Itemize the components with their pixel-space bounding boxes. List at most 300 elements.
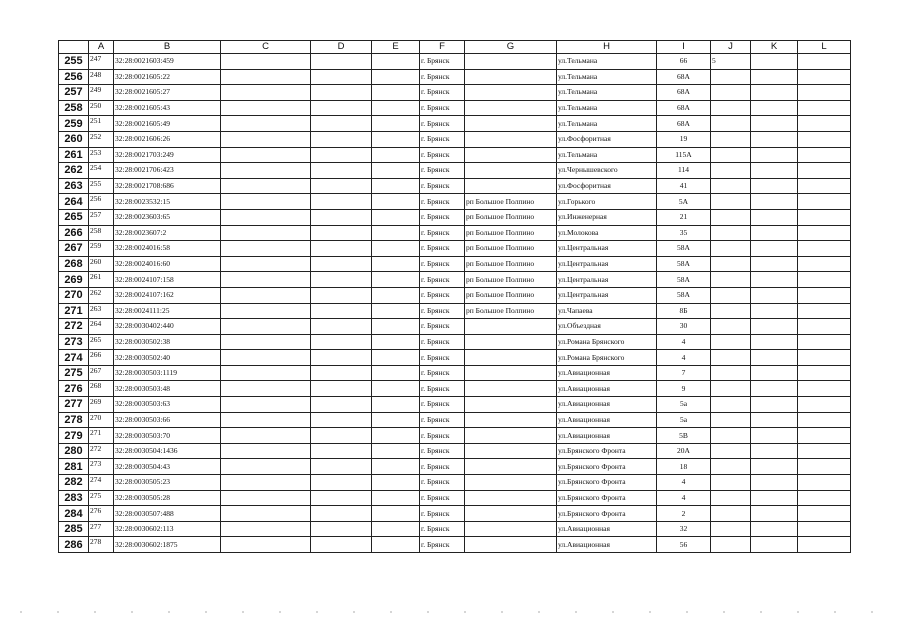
table-row	[59, 412, 851, 428]
cell-k	[751, 100, 798, 116]
cell-e	[372, 412, 420, 428]
table-row	[59, 319, 851, 335]
row-number-cell: 276	[59, 381, 89, 397]
cell-f: г. Брянск	[420, 287, 465, 303]
cell-g	[465, 334, 557, 350]
cell-k	[751, 490, 798, 506]
cell-h: ул.Авиационная	[557, 412, 657, 428]
cell-l	[798, 178, 851, 194]
cell-l	[798, 365, 851, 381]
cell-h: ул.Тельмана	[557, 85, 657, 101]
cell-d	[311, 116, 372, 132]
cell-h: ул.Авиационная	[557, 381, 657, 397]
cell-a: 249	[89, 85, 114, 101]
cell-a: 271	[89, 428, 114, 444]
cell-g	[465, 459, 557, 475]
cell-c	[221, 287, 311, 303]
cell-j	[711, 412, 751, 428]
row-number-cell: 274	[59, 350, 89, 366]
cell-f: г. Брянск	[420, 241, 465, 257]
cell-j	[711, 334, 751, 350]
cell-h: ул.Фосфоритная	[557, 131, 657, 147]
cell-h: ул.Фосфоритная	[557, 178, 657, 194]
cell-c	[221, 365, 311, 381]
row-number-cell: 266	[59, 225, 89, 241]
cell-f: г. Брянск	[420, 116, 465, 132]
cell-c	[221, 459, 311, 475]
cell-g	[465, 428, 557, 444]
cell-b: 32:28:0021603:459	[114, 54, 221, 70]
cell-d	[311, 443, 372, 459]
cell-l	[798, 163, 851, 179]
table-row	[59, 350, 851, 366]
table-row	[59, 381, 851, 397]
cell-c	[221, 54, 311, 70]
cell-c	[221, 475, 311, 491]
cell-b: 32:28:0021606:26	[114, 131, 221, 147]
column-header-a: A	[89, 41, 114, 54]
cell-j	[711, 475, 751, 491]
cell-a: 248	[89, 69, 114, 85]
cell-a: 276	[89, 506, 114, 522]
column-header-c: C	[221, 41, 311, 54]
cell-g	[465, 506, 557, 522]
cell-f: г. Брянск	[420, 209, 465, 225]
cell-d	[311, 178, 372, 194]
cell-e	[372, 334, 420, 350]
cell-e	[372, 100, 420, 116]
cell-c	[221, 334, 311, 350]
cell-g: рп Большое Полпино	[465, 272, 557, 288]
table-row	[59, 241, 851, 257]
cell-k	[751, 459, 798, 475]
cell-b: 32:28:0021708:686	[114, 178, 221, 194]
cell-i: 68А	[657, 116, 711, 132]
cell-i: 21	[657, 209, 711, 225]
cell-a: 269	[89, 397, 114, 413]
cell-a: 247	[89, 54, 114, 70]
cell-e	[372, 194, 420, 210]
cell-c	[221, 490, 311, 506]
row-number-cell: 260	[59, 131, 89, 147]
table-row	[59, 209, 851, 225]
cell-b: 32:28:0030503:70	[114, 428, 221, 444]
cell-g: рп Большое Полпино	[465, 241, 557, 257]
row-number-cell: 275	[59, 365, 89, 381]
cell-i: 41	[657, 178, 711, 194]
cell-a: 254	[89, 163, 114, 179]
cell-d	[311, 521, 372, 537]
column-header-d: D	[311, 41, 372, 54]
row-number-cell: 268	[59, 256, 89, 272]
cell-i: 5А	[657, 194, 711, 210]
table-row	[59, 116, 851, 132]
cell-h: ул.Чернышевского	[557, 163, 657, 179]
row-number-cell: 267	[59, 241, 89, 257]
cell-h: ул.Авиационная	[557, 397, 657, 413]
cell-i: 4	[657, 490, 711, 506]
cell-j	[711, 178, 751, 194]
cell-c	[221, 506, 311, 522]
row-number-cell: 264	[59, 194, 89, 210]
cell-e	[372, 147, 420, 163]
cell-d	[311, 365, 372, 381]
cell-k	[751, 365, 798, 381]
cell-k	[751, 287, 798, 303]
cell-c	[221, 256, 311, 272]
cell-l	[798, 69, 851, 85]
cell-h: ул.Брянского Фронта	[557, 459, 657, 475]
row-number-cell: 257	[59, 85, 89, 101]
table-row	[59, 194, 851, 210]
cell-d	[311, 319, 372, 335]
table-row	[59, 303, 851, 319]
cell-l	[798, 350, 851, 366]
cell-l	[798, 506, 851, 522]
cell-k	[751, 428, 798, 444]
cell-j	[711, 163, 751, 179]
table-body	[59, 54, 851, 553]
cell-d	[311, 209, 372, 225]
cell-j	[711, 459, 751, 475]
cell-f: г. Брянск	[420, 521, 465, 537]
cell-i: 68А	[657, 69, 711, 85]
cell-i: 115А	[657, 147, 711, 163]
column-header-j: J	[711, 41, 751, 54]
table-row	[59, 272, 851, 288]
cell-c	[221, 241, 311, 257]
row-number-cell: 280	[59, 443, 89, 459]
cell-l	[798, 209, 851, 225]
cell-a: 268	[89, 381, 114, 397]
cell-k	[751, 537, 798, 553]
cell-d	[311, 194, 372, 210]
row-number-cell: 259	[59, 116, 89, 132]
cell-j	[711, 256, 751, 272]
cell-a: 259	[89, 241, 114, 257]
cell-d	[311, 475, 372, 491]
cell-l	[798, 241, 851, 257]
cell-h: ул.Чапаева	[557, 303, 657, 319]
cell-b: 32:28:0024107:162	[114, 287, 221, 303]
row-number-cell: 277	[59, 397, 89, 413]
cell-e	[372, 381, 420, 397]
cell-j: 5	[711, 54, 751, 70]
cell-d	[311, 334, 372, 350]
cell-f: г. Брянск	[420, 443, 465, 459]
cell-c	[221, 131, 311, 147]
table-row	[59, 100, 851, 116]
cell-c	[221, 428, 311, 444]
cell-k	[751, 225, 798, 241]
cell-j	[711, 506, 751, 522]
cell-g	[465, 397, 557, 413]
cell-j	[711, 428, 751, 444]
cell-b: 32:28:0030504:1436	[114, 443, 221, 459]
table-row	[59, 131, 851, 147]
cell-l	[798, 428, 851, 444]
cell-e	[372, 506, 420, 522]
cell-j	[711, 521, 751, 537]
cell-e	[372, 428, 420, 444]
cell-g: рп Большое Полпино	[465, 256, 557, 272]
column-header-g: G	[465, 41, 557, 54]
row-number-cell: 271	[59, 303, 89, 319]
cell-l	[798, 303, 851, 319]
cell-g	[465, 100, 557, 116]
cell-c	[221, 85, 311, 101]
cell-l	[798, 381, 851, 397]
cell-a: 255	[89, 178, 114, 194]
cell-l	[798, 85, 851, 101]
cell-e	[372, 397, 420, 413]
table-row	[59, 256, 851, 272]
cell-g	[465, 319, 557, 335]
column-header-l: L	[798, 41, 851, 54]
table-row	[59, 334, 851, 350]
cell-l	[798, 131, 851, 147]
cell-k	[751, 163, 798, 179]
cell-b: 32:28:0030505:23	[114, 475, 221, 491]
row-number-cell: 286	[59, 537, 89, 553]
cell-b: 32:28:0024016:58	[114, 241, 221, 257]
cell-c	[221, 209, 311, 225]
cell-j	[711, 225, 751, 241]
column-header-k: K	[751, 41, 798, 54]
cell-k	[751, 54, 798, 70]
cell-g	[465, 381, 557, 397]
cell-f: г. Брянск	[420, 85, 465, 101]
cell-g	[465, 537, 557, 553]
cell-j	[711, 241, 751, 257]
cell-a: 266	[89, 350, 114, 366]
cell-h: ул.Авиационная	[557, 365, 657, 381]
cell-j	[711, 350, 751, 366]
cell-c	[221, 381, 311, 397]
row-number-cell: 285	[59, 521, 89, 537]
cell-c	[221, 225, 311, 241]
cell-b: 32:28:0030602:1875	[114, 537, 221, 553]
row-number-cell: 282	[59, 475, 89, 491]
cell-d	[311, 506, 372, 522]
cell-f: г. Брянск	[420, 350, 465, 366]
cell-j	[711, 69, 751, 85]
cell-f: г. Брянск	[420, 428, 465, 444]
cell-e	[372, 178, 420, 194]
cell-j	[711, 147, 751, 163]
cell-b: 32:28:0030503:48	[114, 381, 221, 397]
table-row	[59, 147, 851, 163]
cell-a: 265	[89, 334, 114, 350]
cell-k	[751, 256, 798, 272]
table-row	[59, 69, 851, 85]
column-header-h: H	[557, 41, 657, 54]
cell-a: 257	[89, 209, 114, 225]
cell-c	[221, 443, 311, 459]
cell-k	[751, 397, 798, 413]
cell-b: 32:28:0030602:113	[114, 521, 221, 537]
row-number-cell: 281	[59, 459, 89, 475]
cell-b: 32:28:0021605:49	[114, 116, 221, 132]
cell-f: г. Брянск	[420, 131, 465, 147]
cell-c	[221, 397, 311, 413]
cell-d	[311, 100, 372, 116]
cell-i: 4	[657, 350, 711, 366]
cell-b: 32:28:0021605:43	[114, 100, 221, 116]
cell-i: 58А	[657, 241, 711, 257]
cell-d	[311, 397, 372, 413]
cell-l	[798, 537, 851, 553]
cell-g	[465, 350, 557, 366]
cell-i: 5а	[657, 412, 711, 428]
row-number-cell: 256	[59, 69, 89, 85]
column-header-e: E	[372, 41, 420, 54]
cell-j	[711, 381, 751, 397]
cell-f: г. Брянск	[420, 334, 465, 350]
cell-e	[372, 350, 420, 366]
cell-d	[311, 272, 372, 288]
cell-g	[465, 69, 557, 85]
cell-l	[798, 459, 851, 475]
cell-c	[221, 116, 311, 132]
row-number-cell: 255	[59, 54, 89, 70]
cell-g: рп Большое Полпино	[465, 287, 557, 303]
cell-b: 32:28:0021605:27	[114, 85, 221, 101]
table-row	[59, 225, 851, 241]
cell-l	[798, 319, 851, 335]
cell-j	[711, 194, 751, 210]
cell-h: ул.Инженерная	[557, 209, 657, 225]
cell-k	[751, 521, 798, 537]
cell-c	[221, 100, 311, 116]
cell-g: рп Большое Полпино	[465, 303, 557, 319]
cell-a: 252	[89, 131, 114, 147]
cell-f: г. Брянск	[420, 225, 465, 241]
cell-c	[221, 319, 311, 335]
table-row	[59, 287, 851, 303]
row-number-cell: 265	[59, 209, 89, 225]
cell-a: 251	[89, 116, 114, 132]
cell-e	[372, 54, 420, 70]
table-row	[59, 365, 851, 381]
cell-k	[751, 178, 798, 194]
cell-f: г. Брянск	[420, 69, 465, 85]
cell-k	[751, 241, 798, 257]
cell-a: 258	[89, 225, 114, 241]
cell-l	[798, 100, 851, 116]
table-row	[59, 178, 851, 194]
cell-c	[221, 163, 311, 179]
cell-i: 4	[657, 334, 711, 350]
cell-a: 264	[89, 319, 114, 335]
cell-a: 270	[89, 412, 114, 428]
cell-e	[372, 209, 420, 225]
cell-j	[711, 116, 751, 132]
cell-i: 58А	[657, 287, 711, 303]
cell-g: рп Большое Полпино	[465, 209, 557, 225]
cell-e	[372, 272, 420, 288]
cell-a: 273	[89, 459, 114, 475]
cell-d	[311, 428, 372, 444]
cell-f: г. Брянск	[420, 163, 465, 179]
cell-l	[798, 54, 851, 70]
cell-b: 32:28:0030502:38	[114, 334, 221, 350]
cell-a: 274	[89, 475, 114, 491]
cell-h: ул.Романа Брянского	[557, 350, 657, 366]
cell-i: 18	[657, 459, 711, 475]
cell-f: г. Брянск	[420, 147, 465, 163]
cell-e	[372, 69, 420, 85]
cell-i: 5В	[657, 428, 711, 444]
cell-a: 250	[89, 100, 114, 116]
cell-a: 263	[89, 303, 114, 319]
cell-j	[711, 443, 751, 459]
cell-l	[798, 116, 851, 132]
cell-k	[751, 319, 798, 335]
cell-f: г. Брянск	[420, 319, 465, 335]
cell-l	[798, 272, 851, 288]
cell-i: 19	[657, 131, 711, 147]
cell-f: г. Брянск	[420, 459, 465, 475]
cell-a: 256	[89, 194, 114, 210]
cell-a: 267	[89, 365, 114, 381]
cell-d	[311, 490, 372, 506]
cell-h: ул.Тельмана	[557, 69, 657, 85]
cell-a: 253	[89, 147, 114, 163]
cell-j	[711, 272, 751, 288]
table-row	[59, 459, 851, 475]
cell-l	[798, 397, 851, 413]
cell-k	[751, 381, 798, 397]
cell-j	[711, 303, 751, 319]
cell-l	[798, 443, 851, 459]
cell-e	[372, 131, 420, 147]
cell-b: 32:28:0023607:2	[114, 225, 221, 241]
row-number-cell: 261	[59, 147, 89, 163]
cell-e	[372, 537, 420, 553]
cell-e	[372, 116, 420, 132]
cell-i: 7	[657, 365, 711, 381]
cell-d	[311, 287, 372, 303]
cell-f: г. Брянск	[420, 537, 465, 553]
cell-i: 30	[657, 319, 711, 335]
cell-f: г. Брянск	[420, 178, 465, 194]
cell-j	[711, 100, 751, 116]
cell-a: 277	[89, 521, 114, 537]
cell-l	[798, 334, 851, 350]
cell-f: г. Брянск	[420, 381, 465, 397]
table-row	[59, 521, 851, 537]
cell-b: 32:28:0021605:22	[114, 69, 221, 85]
cell-f: г. Брянск	[420, 100, 465, 116]
cell-i: 32	[657, 521, 711, 537]
row-number-cell: 263	[59, 178, 89, 194]
cell-a: 262	[89, 287, 114, 303]
cell-a: 278	[89, 537, 114, 553]
cell-f: г. Брянск	[420, 256, 465, 272]
row-number-cell: 269	[59, 272, 89, 288]
cell-j	[711, 537, 751, 553]
cell-i: 20А	[657, 443, 711, 459]
cell-b: 32:28:0024111:25	[114, 303, 221, 319]
cell-b: 32:28:0021703:249	[114, 147, 221, 163]
cell-b: 32:28:0030503:66	[114, 412, 221, 428]
cell-f: г. Брянск	[420, 397, 465, 413]
table-row	[59, 85, 851, 101]
table-row	[59, 397, 851, 413]
cell-h: ул.Брянского Фронта	[557, 490, 657, 506]
cell-h: ул.Тельмана	[557, 100, 657, 116]
